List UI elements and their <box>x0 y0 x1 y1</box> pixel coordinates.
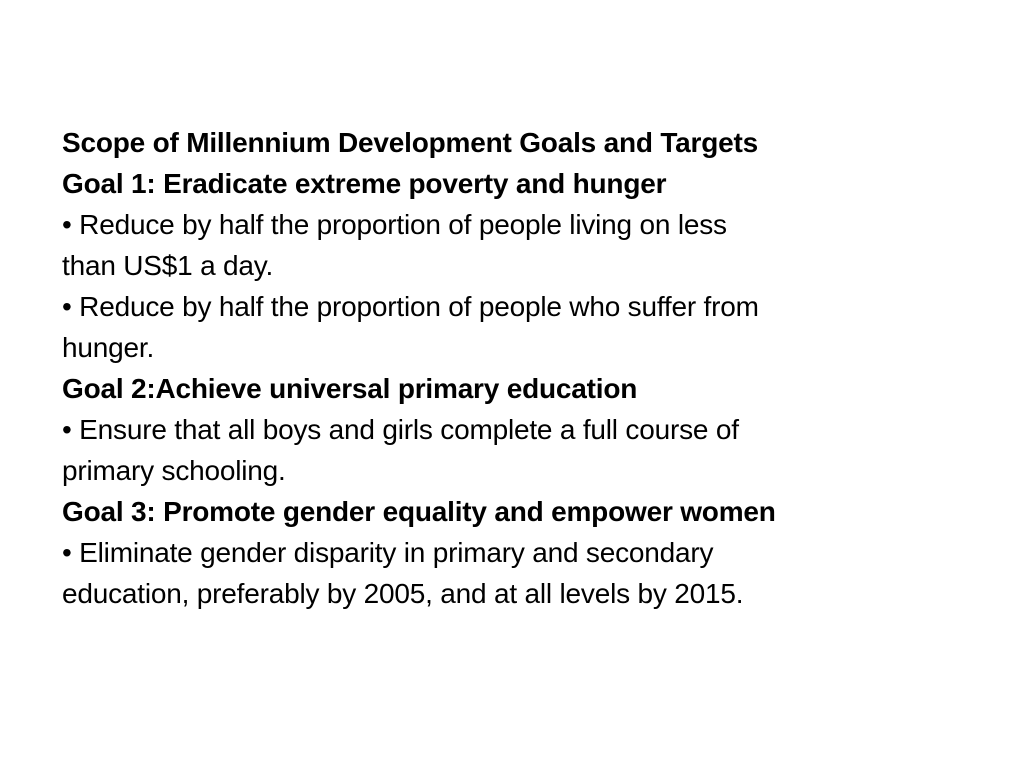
goal-3-bullet-1-line-2: education, preferably by 2005, and at all levels by 2015. <box>62 578 744 609</box>
goal-3-heading: Goal 3: Promote gender equality and empower women <box>62 496 776 527</box>
goal-1-heading: Goal 1: Eradicate extreme poverty and hunger <box>62 168 667 199</box>
goal-1-bullet-1-line-2: than US$1 a day. <box>62 250 274 281</box>
goal-3-bullet-1-line-1: • Eliminate gender disparity in primary and secondary <box>62 537 714 568</box>
slide-content <box>62 122 962 614</box>
goal-2-bullet-1-line-1: • Ensure that all boys and girls complete a full course of <box>62 414 739 445</box>
slide-title: Scope of Millennium Development Goals and Targets <box>62 127 759 158</box>
goal-2-heading: Goal 2:Achieve universal primary education <box>62 373 638 404</box>
goal-1-bullet-2-line-2: hunger. <box>62 332 155 363</box>
goal-2-bullet-1-line-2: primary schooling. <box>62 455 286 486</box>
goal-1-bullet-1-line-1: • Reduce by half the proportion of people living on less <box>62 209 727 240</box>
goal-1-bullet-2-line-1: • Reduce by half the proportion of people who suffer from <box>62 291 759 322</box>
